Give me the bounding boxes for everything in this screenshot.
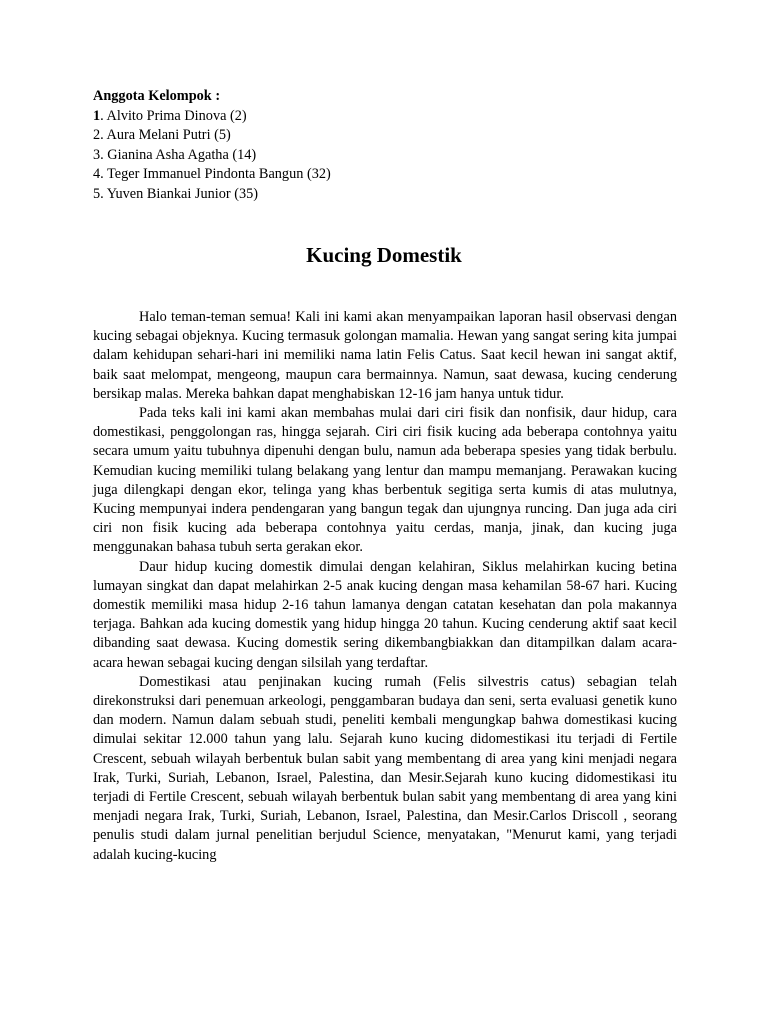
body-text	[93, 308, 677, 865]
group-members-block	[93, 87, 493, 205]
member-number: 4	[93, 166, 101, 183]
member-number: 3	[93, 146, 101, 163]
member-text: . Yuven Biankai Junior (35)	[100, 185, 259, 202]
member-item	[93, 146, 493, 166]
member-number: 5	[93, 185, 101, 202]
member-item	[93, 185, 493, 205]
paragraph-domestication: Domestikasi atau penjinakan kucing rumah (Felis silvestris catus) sebagian telah direkonstruksi dari penemuan arkeologi, penggambaran budaya dan seni, serta evaluasi genetik kuno dan modern. Namun dalam sebuah studi, peneliti kembali mengungkap bahwa domestikasi kucing dimulai sekitar 12.000 tahun yang lalu. Sejarah kuno kucing didomestikasi itu terjadi di Fertile Crescent, sebuah wilayah berbentuk bulan sabit yang membentang di area yang kini menjadi negara Irak, Turki, Suriah, Lebanon, Israel, Palestina, dan Mesir.Sejarah kuno kucing didomestikasi itu terjadi di Fertile Crescent, sebuah wilayah berbentuk bulan sabit yang membentang di area yang kini menjadi negara Irak, Turki, Suriah, Lebanon, Israel, Palestina, dan Mesir.Carlos Driscoll , seorang penulis studi dalam jurnal penelitian berjudul Science, menyatakan, "Menurut kami, yang terjadi adalah kucing-kucing	[93, 673, 677, 863]
member-number: 1	[93, 107, 101, 124]
member-text: . Teger Immanuel Pindonta Bangun (32)	[100, 166, 331, 183]
member-text: . Gianina Asha Agatha (14)	[100, 146, 257, 163]
member-item	[93, 107, 493, 127]
members-heading: Anggota Kelompok :	[93, 88, 221, 104]
member-text: . Alvito Prima Dinova (2)	[100, 107, 247, 124]
paragraph-life-cycle: Daur hidup kucing domestik dimulai dengan kelahiran, Siklus melahirkan kucing betina lumayan singkat dan dapat melahirkan 2-5 anak kucing dengan masa kehamilan 58-67 hari. Kucing domestik memiliki masa hidup 2-16 tahun lamanya dengan catatan kesehatan dan pola makannya terjaga. Bahkan ada kucing domestik yang hidup hingga 20 tahun. Kucing cenderung aktif saat kecil dibanding saat dewasa. Kucing domestik sering dikembangbiakkan dan ditampilkan dalam acara-acara hewan sebagai kucing dengan silsilah yang terdaftar.	[93, 558, 677, 671]
member-item	[93, 126, 493, 146]
document-title: Kucing Domestik	[306, 243, 462, 267]
member-text: . Aura Melani Putri (5)	[100, 127, 231, 144]
member-number: 2	[93, 127, 101, 144]
member-item	[93, 165, 493, 185]
paragraph-characteristics: Pada teks kali ini kami akan membahas mulai dari ciri fisik dan nonfisik, daur hidup, cara domestikasi, penggolongan ras, hingga sejarah. Ciri ciri fisik kucing ada beberapa contohnya yaitu secara umum yaitu tubuhnya dipenuhi dengan bulu, namun ada beberapa spesies yang tidak berbulu. Kemudian kucing memiliki tulang belakang yang lentur dan mampu memanjang. Perawakan kucing juga dilengkapi dengan ekor, telinga yang khas berbentuk segitiga serta kumis di atas mulutnya, Kucing mempunyai indera pendengaran yang bangun tegak dan ujungnya runcing. Dan juga ada ciri ciri non fisik kucing ada beberapa contohnya yaitu cerdas, manja, jinak, dan kucing juga menggunakan bahasa tubuh serta gerakan ekor.	[93, 405, 677, 556]
paragraph-intro: Halo teman-teman semua! Kali ini kami akan menyampaikan laporan hasil observasi dengan kucing sebagai objeknya. Kucing termasuk golongan mamalia. Hewan yang sangat sering kita jumpai dalam kehidupan sehari-hari ini memiliki nama latin Felis Catus. Saat kecil hewan ini sangat aktif, baik saat melompat, mengeong, maupun cara bermainnya. Namun, saat dewasa, kucing cenderung bersikap malas. Mereka bahkan dapat menghabiskan 12-16 jam hanya untuk tidur.	[93, 309, 677, 402]
